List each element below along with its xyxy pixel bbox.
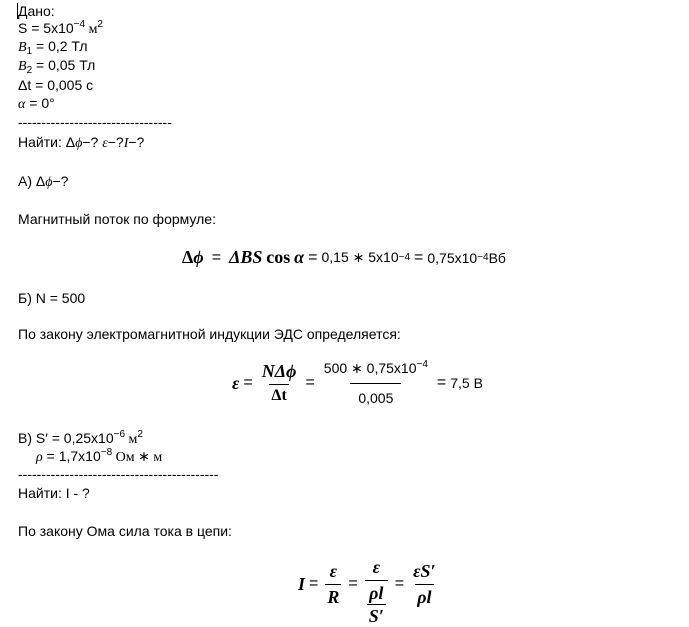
emf-frac1-n: N bbox=[261, 361, 275, 381]
given-b1 bbox=[18, 38, 88, 56]
part-a-phi: ϕ bbox=[45, 175, 53, 190]
part-b-text: По закону электромагнитной индукции ЭДС определяется: bbox=[18, 326, 401, 342]
emf-fraction-1 bbox=[260, 361, 299, 405]
ohm-eq3: = bbox=[394, 575, 405, 592]
emf-frac1-phi: ϕ bbox=[286, 361, 297, 381]
flux-num2: 0,75x10 bbox=[427, 249, 478, 266]
given-b2-value: = 0,05 Тл bbox=[32, 57, 96, 73]
ohm-frac2-inner-fraction bbox=[367, 583, 386, 627]
part-a-label-text: А) Δ bbox=[18, 173, 46, 189]
find-q2: −? bbox=[107, 134, 124, 150]
given-b1-var: B bbox=[18, 40, 27, 55]
given-area bbox=[18, 20, 103, 38]
ohm-frac3-den: ρl bbox=[415, 584, 433, 608]
emf-frac1-delta: Δ bbox=[274, 361, 287, 381]
find-q1: −? bbox=[82, 134, 103, 150]
emf-eq1: = bbox=[243, 374, 253, 391]
ohm-eq1: = bbox=[309, 575, 319, 592]
flux-unit: Вб bbox=[488, 249, 506, 266]
find-label: Найти: Δ bbox=[18, 134, 76, 150]
given-separator: --------------------------------- bbox=[18, 114, 172, 130]
given-area-lhs: S = 5x10 bbox=[18, 20, 74, 36]
ohm-frac3-num: εS′ bbox=[413, 560, 436, 581]
given-area-unit-exp: 2 bbox=[97, 19, 103, 30]
ohm-fraction-1 bbox=[325, 561, 341, 608]
ohm-frac2-den bbox=[365, 580, 388, 627]
part-c-label-text: В) S′ = 0,25x10 bbox=[18, 430, 114, 446]
flux-alpha: α bbox=[294, 247, 305, 267]
given-alpha bbox=[18, 95, 55, 113]
ohm-fraction-3 bbox=[411, 561, 437, 608]
given-alpha-value: = 0° bbox=[25, 95, 55, 111]
part-a-label bbox=[18, 173, 68, 191]
flux-eq1: = bbox=[211, 248, 222, 266]
ohm-equation bbox=[298, 541, 441, 627]
part-c-label-unit-exp: 2 bbox=[137, 429, 143, 440]
emf-equation bbox=[232, 360, 483, 406]
part-c-label bbox=[18, 430, 143, 448]
flux-rhs-delta: Δ bbox=[229, 247, 241, 267]
part-c-label-exp: −6 bbox=[113, 429, 126, 440]
ohm-eq2: = bbox=[348, 575, 358, 592]
flux-eq2: = bbox=[308, 248, 318, 266]
given-area-exp: −4 bbox=[73, 19, 86, 30]
flux-rhs-bs: BS bbox=[240, 247, 263, 267]
part-c-find: Найти: I - ? bbox=[18, 485, 90, 501]
part-c-rho-var: ρ bbox=[36, 450, 43, 465]
emf-result: 7,5 В bbox=[450, 375, 483, 391]
part-a-text: Магнитный поток по формуле: bbox=[18, 211, 216, 227]
given-b1-value: = 0,2 Тл bbox=[32, 38, 88, 54]
find-q3: −? bbox=[128, 134, 145, 150]
part-c-text: По закону Ома сила тока в цепи: bbox=[18, 523, 232, 539]
ohm-frac2-inner-num: ρl bbox=[369, 583, 384, 603]
part-a-q: −? bbox=[52, 173, 69, 189]
ohm-frac1-num: ε bbox=[329, 560, 338, 581]
given-alpha-var: α bbox=[18, 97, 26, 112]
find-line bbox=[18, 134, 144, 152]
flux-lhs-phi: ϕ bbox=[193, 247, 204, 267]
emf-frac1-den: Δt bbox=[269, 384, 288, 405]
flux-num1: 0,15 ∗ 5x10 bbox=[321, 249, 399, 265]
emf-eq3: = bbox=[436, 374, 447, 391]
given-area-unit: м bbox=[85, 22, 98, 37]
part-b-label: Б) N = 500 bbox=[18, 290, 86, 306]
part-c-rho-exp: −8 bbox=[100, 447, 113, 458]
given-header: Дано: bbox=[18, 3, 55, 19]
ohm-frac1-den: R bbox=[325, 584, 341, 608]
flux-equation: Δ ϕ = Δ BS cos α = 0,15 ∗ 5x10 −4 = 0,75x10 −4 Вб bbox=[182, 247, 506, 267]
given-b1-sub: 1 bbox=[26, 46, 33, 57]
emf-eps: ε bbox=[232, 372, 240, 393]
emf-eq2: = bbox=[305, 374, 315, 391]
given-b2-sub: 2 bbox=[26, 65, 33, 76]
part-c-separator: ------------------------------------------- bbox=[18, 466, 219, 482]
emf-frac2-num-text: 500 ∗ 0,75x10 bbox=[323, 360, 417, 376]
ohm-frac2-inner-den: S′ bbox=[368, 606, 384, 626]
part-c-label-unit: м bbox=[125, 432, 138, 447]
emf-fraction-2 bbox=[322, 360, 430, 406]
given-b2 bbox=[18, 57, 95, 75]
find-i: I bbox=[123, 136, 129, 151]
ohm-frac2-num: ε bbox=[372, 557, 380, 577]
find-eps: ε bbox=[102, 136, 108, 151]
part-c-rho-unit: Ом ∗ м bbox=[112, 450, 163, 465]
emf-frac1-num bbox=[260, 361, 299, 384]
given-dt: Δt = 0,005 с bbox=[18, 77, 94, 93]
ohm-i: I bbox=[298, 573, 306, 594]
emf-frac2-num-exp: −4 bbox=[416, 359, 428, 370]
emf-frac2-num bbox=[322, 360, 430, 383]
given-b2-var: B bbox=[18, 59, 27, 74]
part-c-rho bbox=[36, 448, 162, 466]
emf-frac2-den: 0,005 bbox=[350, 383, 401, 406]
flux-lhs-delta: Δ bbox=[182, 247, 194, 267]
flux-cos: cos bbox=[266, 247, 291, 267]
part-c-rho-value: = 1,7x10 bbox=[42, 448, 101, 464]
find-phi: ϕ bbox=[75, 136, 83, 151]
flux-eq3: = bbox=[414, 248, 424, 266]
